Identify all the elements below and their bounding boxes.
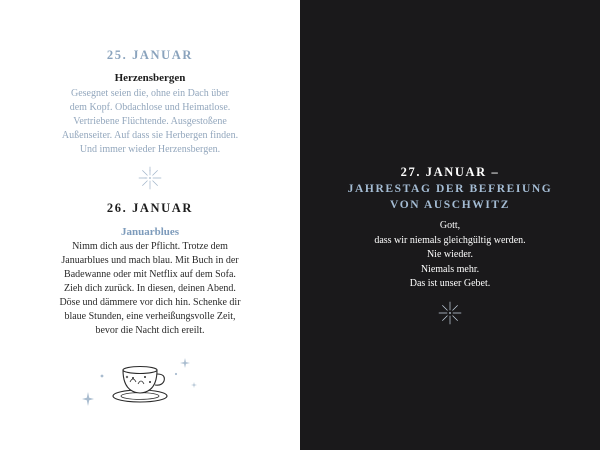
entry-title-herzensbergen: Herzensbergen bbox=[114, 72, 186, 84]
text-line: Döse und dämmere vor dich hin. Schenke dir bbox=[59, 297, 241, 308]
text-line: Gott, bbox=[439, 220, 461, 231]
text-line: Gesegnet seien die, ohne ein Dach über bbox=[71, 88, 229, 99]
entry-date-25-januar: 25. JANUAR bbox=[106, 48, 194, 62]
text-line: Zieh dich zurück. In diesen, deinen Abend. bbox=[64, 283, 236, 294]
entry-title-auschwitz bbox=[300, 181, 600, 213]
text-line: Und immer wieder Herzensbergen. bbox=[79, 144, 221, 155]
text-line: Das ist unser Gebet. bbox=[409, 278, 491, 289]
text-line: bevor die Nacht dich ereilt. bbox=[95, 325, 205, 336]
entry-text-herzensbergen bbox=[0, 87, 300, 157]
entry-date-27-januar: 27. JANUAR – bbox=[400, 165, 500, 179]
entry-text-januarblues bbox=[0, 240, 300, 338]
text-line: Nimm dich aus der Pflicht. Trotze dem bbox=[72, 241, 228, 252]
teacup-icon bbox=[78, 352, 208, 422]
text-line: Außenseiter. Auf dass sie Herbergen finden. bbox=[61, 130, 239, 141]
entry-title-januarblues: Januarblues bbox=[120, 226, 180, 238]
text-line: Vertriebene Flüchtende. Ausgestoßene bbox=[73, 116, 227, 127]
text-line: Badewanne oder mit Netflix auf dem Sofa. bbox=[64, 269, 236, 280]
entry-date-26-januar: 26. JANUAR bbox=[106, 201, 194, 215]
sparkle-icon bbox=[438, 301, 462, 325]
text-line: Nie wieder. bbox=[426, 249, 474, 260]
entry-text-gebet bbox=[300, 219, 600, 292]
text-line: Niemals mehr. bbox=[420, 263, 480, 275]
sparkle-icon bbox=[138, 166, 162, 190]
title-line: VON AUSCHWITZ bbox=[390, 199, 510, 211]
text-line: dem Kopf. Obdachlose und Heimatlose. bbox=[69, 102, 231, 113]
title-line: JAHRESTAG DER BEFREIUNG bbox=[347, 183, 553, 195]
text-line: dass wir niemals gleichgültig werden. bbox=[374, 234, 526, 246]
text-line: Januarblues und mach blau. Mit Buch in der bbox=[61, 255, 239, 266]
text-line: blaue Stunden, eine verheißungsvolle Zeit, bbox=[64, 311, 236, 322]
right-page bbox=[300, 0, 600, 450]
